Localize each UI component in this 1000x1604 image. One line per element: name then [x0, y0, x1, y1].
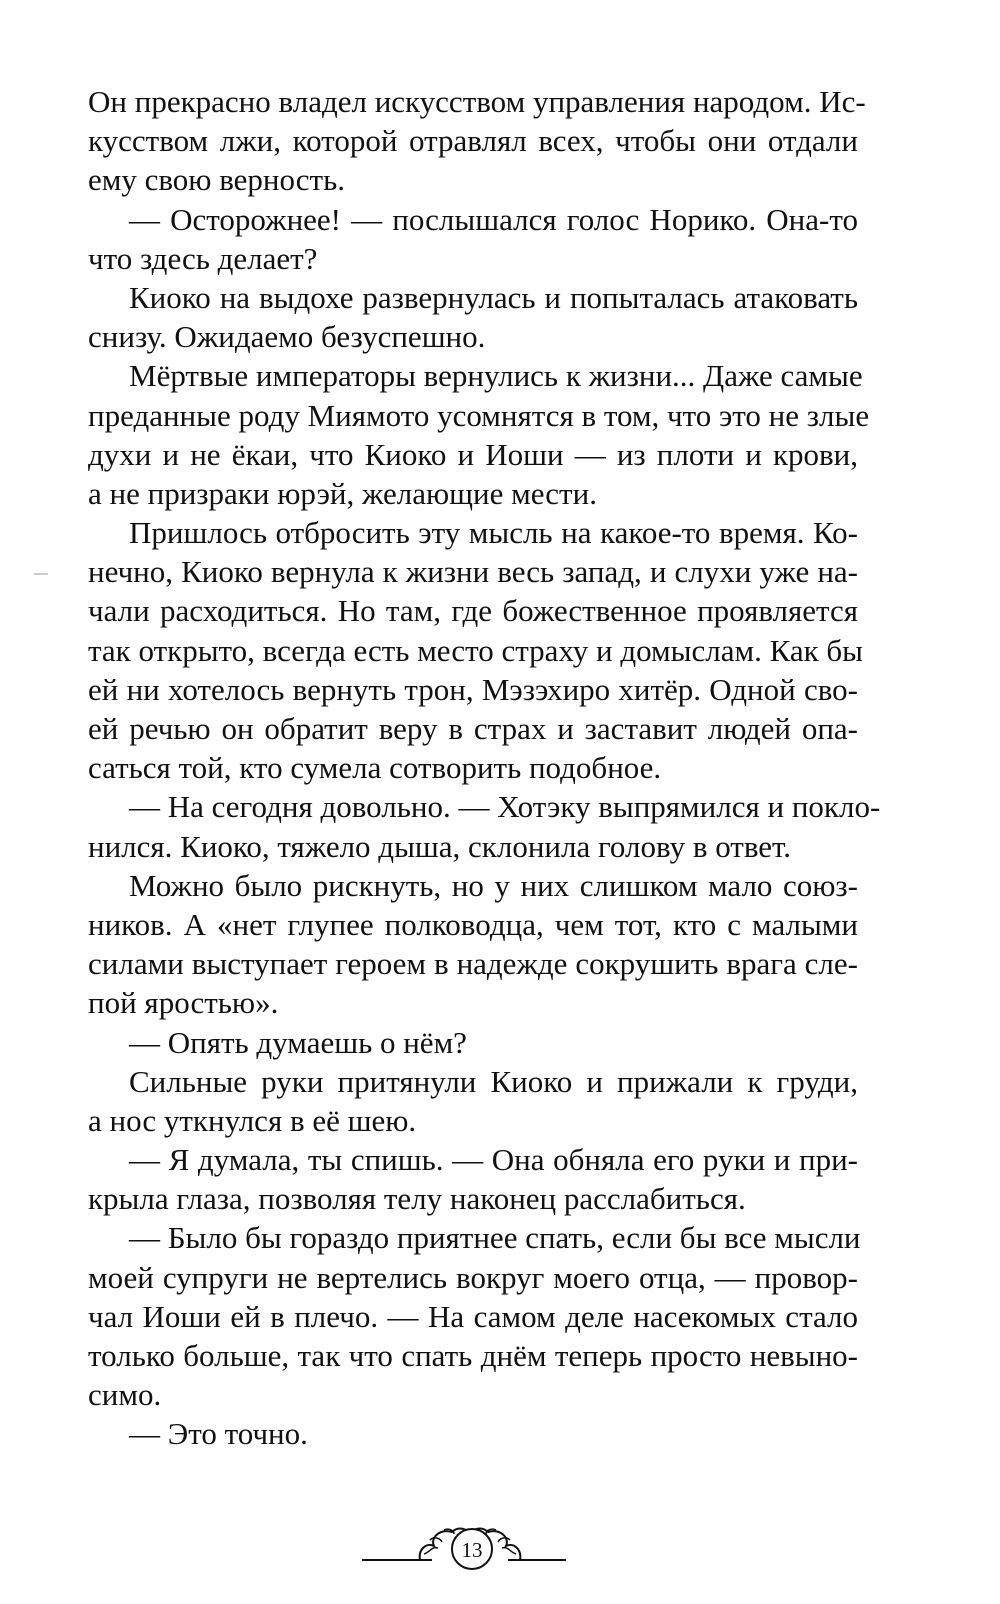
text-line: — Я думала, ты спишь. — Она обняла его руки и при-: [129, 1142, 858, 1178]
text-line: — Опять думаешь о нём?: [129, 1024, 467, 1060]
text-line: — Это точно.: [129, 1416, 308, 1452]
text-line: саться той, кто сумела сотворить подобное.: [88, 750, 662, 786]
text-line: чали расходиться. Но там, где божественное проявляется: [88, 593, 858, 629]
text-line: а не призраки юрэй, желающие мести.: [88, 475, 597, 511]
text-line: симо.: [88, 1377, 162, 1413]
text-line: Пришлось отбросить эту мысль на какое-то время. Ко-: [129, 515, 858, 551]
text-line: чал Иоши ей в плечо. — На самом деле насекомых стало: [88, 1298, 858, 1334]
page-number: 13: [461, 1538, 483, 1562]
text-line: ей речью он обратит веру в страх и заставит людей опа-: [88, 711, 858, 746]
text-line: только больше, так что спать днём теперь просто невыно-: [88, 1338, 858, 1373]
text-line: ей ни хотелось вернуть трон, Мэзэхиро хитёр. Одной сво-: [88, 671, 858, 707]
text-line: крыла глаза, позволяя телу наконец расслабиться.: [88, 1181, 746, 1217]
scan-speck: [34, 573, 48, 575]
text-line: Киоко на выдохе развернулась и попыталась атаковать: [129, 279, 858, 315]
text-line: духи и не ёкаи, что Киоко и Иоши — из плоти и крови,: [88, 436, 858, 472]
text-line: — На сегодня довольно. — Хотэку выпрямился и покло-: [129, 789, 881, 825]
text-line: ников. А «нет глупее полководца, чем тот, кто с малыми: [88, 906, 858, 942]
text-line: что здесь делает?: [88, 240, 318, 276]
text-line: снизу. Ожидаемо безуспешно.: [88, 319, 486, 355]
text-line: ему свою верность.: [88, 162, 345, 198]
text-line: Он прекрасно владел искусством управления народом. Ис-: [88, 84, 866, 119]
text-line: а нос уткнулся в её шею.: [88, 1102, 417, 1138]
text-line: моей супруги не вертелись вокруг моего отца, — провор-: [88, 1259, 858, 1295]
text-line: преданные роду Миямото усомнятся в том, что это не злые: [88, 397, 870, 433]
text-line: нечно, Киоко вернула к жизни весь запад, и слухи уже на-: [88, 554, 858, 590]
text-line: пой яростью».: [88, 985, 279, 1021]
text-line: — Было бы гораздо приятнее спать, если бы все мысли: [129, 1220, 861, 1256]
text-line: кусством лжи, которой отравлял всех, чтобы они отдали: [88, 123, 858, 159]
text-line: Мёртвые императоры вернулись к жизни... Даже самые: [129, 358, 863, 394]
text-line: нился. Киоко, тяжело дыша, склонила голову в ответ.: [88, 828, 792, 864]
body-text: [88, 82, 881, 1454]
text-line: Сильные руки притянули Киоко и прижали к груди,: [129, 1063, 858, 1099]
text-line: так открыто, всегда есть место страху и домыслам. Как бы: [88, 632, 864, 668]
text-line: силами выступает героем в надежде сокрушить врага сле-: [88, 946, 858, 982]
page-footer: [360, 1516, 570, 1576]
text-line: Можно было рискнуть, но у них слишком мало союз-: [129, 867, 858, 903]
text-line: — Осторожнее! — послышался голос Норико. Она-то: [129, 201, 858, 237]
